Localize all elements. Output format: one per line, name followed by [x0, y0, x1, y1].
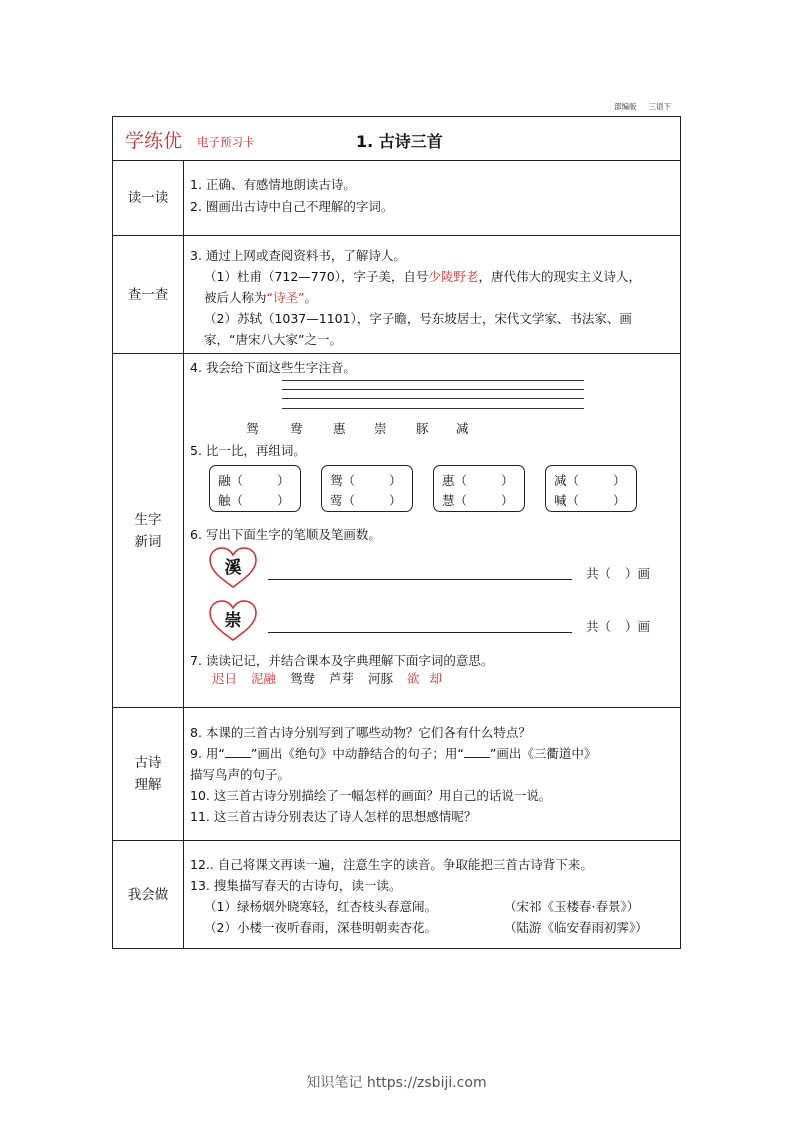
stroke-count-close: ）画: [625, 566, 651, 581]
dufu-hao: 少陵野老: [428, 269, 479, 284]
do-item-12: 12.. 自己将课文再读一遍，注意生字的读音。争取能把三首古诗背下来。: [190, 857, 593, 872]
dufu-text-b: ，唐代伟大的现实主义诗人，: [478, 269, 641, 284]
words-item-6: 6. 写出下面生字的笔顺及笔画数。: [190, 527, 381, 542]
poem-line-1: （1）绿杨烟外晓寒轻，红杏枝头春意闹。: [204, 899, 437, 914]
vocab-word: 泥融: [251, 671, 277, 686]
section-check: [184, 236, 681, 354]
poem-label-2: 理解: [134, 777, 162, 793]
compare-char: 莺（: [330, 493, 356, 508]
read-item-2: 2. 圈画出古诗中自己不理解的字词。: [190, 199, 394, 214]
brand-name: 学练优: [125, 130, 183, 152]
edition-label: 部编版: [614, 102, 637, 111]
poem-source-2: （陆游《临安春雨初霁》）: [504, 920, 648, 935]
stroke-count-close: ）画: [625, 619, 651, 634]
dufu-line-2: [204, 288, 317, 306]
dufu-title: “诗圣”: [266, 290, 305, 305]
close-paren: ）: [277, 473, 290, 488]
poem-source-1: （宋祁《玉楼春·春景》）: [504, 899, 640, 914]
compare-box[interactable]: [209, 465, 301, 512]
stroke-char: 溪: [224, 558, 242, 578]
compare-box[interactable]: [433, 465, 525, 512]
poem-item-9: [190, 744, 596, 762]
grade-label: 三语下: [648, 102, 671, 111]
words-item-7: 7. 读读记记，并结合课本及字典理解下面字词的意思。: [190, 653, 494, 668]
vocab-list: [212, 669, 442, 687]
stroke-count-open: 共（: [586, 566, 612, 581]
preview-card-table: [112, 116, 681, 949]
dufu-line-1: [204, 267, 641, 285]
poem-item-9-cont: 描写鸟声的句子。: [190, 767, 291, 782]
section-label-do: 我会做: [113, 841, 184, 949]
compare-box[interactable]: [545, 465, 637, 512]
dufu-text-c: 被后人称为: [204, 290, 267, 305]
poem-item-11: 11. 这三首古诗分别表达了诗人怎样的思想感情呢？: [190, 809, 477, 824]
vocab-word: 欲: [407, 671, 420, 686]
compare-box[interactable]: [321, 465, 413, 512]
underline-sample-wavy: [464, 747, 490, 758]
pinyin-char: 鸯: [290, 421, 303, 436]
dufu-text-d: 。: [304, 290, 317, 305]
section-label-words: [113, 354, 184, 708]
item9-text-a: 9. 用“: [190, 746, 225, 761]
vocab-word: 鸳鸯: [290, 671, 316, 686]
poem-item-10: 10. 这三首古诗分别描绘了一幅怎样的画面？用自己的话说一说。: [190, 788, 552, 803]
read-item-1: 1. 正确、有感情地朗读古诗。: [190, 177, 356, 192]
section-label-read: 读一读: [113, 161, 184, 236]
sushi-line-2: 家，“唐宋八大家”之一。: [204, 332, 342, 347]
pinyin-char: 崇: [374, 421, 387, 436]
stroke-count-open: 共（: [586, 619, 612, 634]
stroke-char: 崇: [224, 611, 242, 631]
vocab-word: 芦芽: [329, 671, 355, 686]
compare-char: 触（: [218, 493, 244, 508]
item9-text-c: ”画出《三衢道中》: [489, 746, 597, 761]
compare-char: 慧（: [442, 493, 468, 508]
stroke-count[interactable]: [586, 564, 650, 582]
section-label-poem: [113, 708, 184, 841]
pinyin-char: 豚: [416, 421, 429, 436]
close-paren: ）: [389, 493, 402, 508]
words-label-2: 新词: [134, 533, 162, 550]
card-header: [113, 117, 681, 161]
item9-text-b: ”画出《绝句》中动静结合的句子；用“: [250, 746, 464, 761]
vocab-word: 却: [429, 671, 443, 686]
compare-char: 鸳（: [330, 473, 356, 488]
pinyin-char: 惠: [333, 421, 346, 436]
close-paren: ）: [501, 473, 514, 488]
words-label-1: 生字: [134, 511, 162, 528]
compare-char: 融（: [218, 473, 244, 488]
close-paren: ）: [501, 493, 514, 508]
section-poem: [184, 708, 681, 841]
footer-watermark: 知识笔记 https://zsbiji.com: [306, 1075, 487, 1091]
poem-item-8: 8. 本课的三首古诗分别写到了哪些动物？它们各有什么特点？: [190, 725, 531, 740]
close-paren: ）: [277, 493, 290, 508]
lesson-title: 1. 古诗三首: [356, 132, 443, 151]
section-words: [184, 354, 681, 708]
words-item-5: 5. 比一比，再组词。: [190, 443, 306, 458]
dufu-text-a: （1）杜甫（712—770），字子美，自号: [204, 269, 429, 284]
pinyin-lines[interactable]: [282, 380, 584, 409]
stroke-order-line[interactable]: [268, 632, 572, 633]
edition-tag: [602, 101, 671, 112]
pinyin-char: 鸳: [246, 421, 259, 436]
compare-char: 惠（: [442, 473, 468, 488]
words-item-4: 4. 我会给下面这些生字注音。: [190, 360, 356, 375]
compare-char: 喊（: [554, 493, 580, 508]
stroke-count[interactable]: [586, 617, 650, 635]
card-subtitle: 电子预习卡: [197, 135, 255, 149]
check-item-3: 3. 通过上网或查阅资料书，了解诗人。: [190, 248, 406, 263]
compare-char: 减（: [554, 473, 580, 488]
section-do: [184, 841, 681, 949]
close-paren: ）: [613, 493, 626, 508]
underline-sample-solid: [225, 747, 251, 758]
vocab-word: 迟日: [212, 671, 238, 686]
do-item-13: 13. 搜集描写春天的古诗句，读一读。: [190, 878, 402, 893]
close-paren: ）: [613, 473, 626, 488]
stroke-order-line[interactable]: [268, 579, 572, 580]
section-read: [184, 161, 681, 236]
vocab-word: 河豚: [368, 671, 394, 686]
poem-label-1: 古诗: [134, 755, 162, 771]
pinyin-char: 减: [456, 421, 469, 436]
poem-line-2: （2）小楼一夜听春雨，深巷明朝卖杏花。: [204, 920, 437, 935]
close-paren: ）: [389, 473, 402, 488]
sushi-line-1: （2）苏轼（1037—1101），字子瞻，号东坡居士，宋代文学家、书法家、画: [204, 311, 632, 326]
section-label-check: 查一查: [113, 236, 184, 354]
